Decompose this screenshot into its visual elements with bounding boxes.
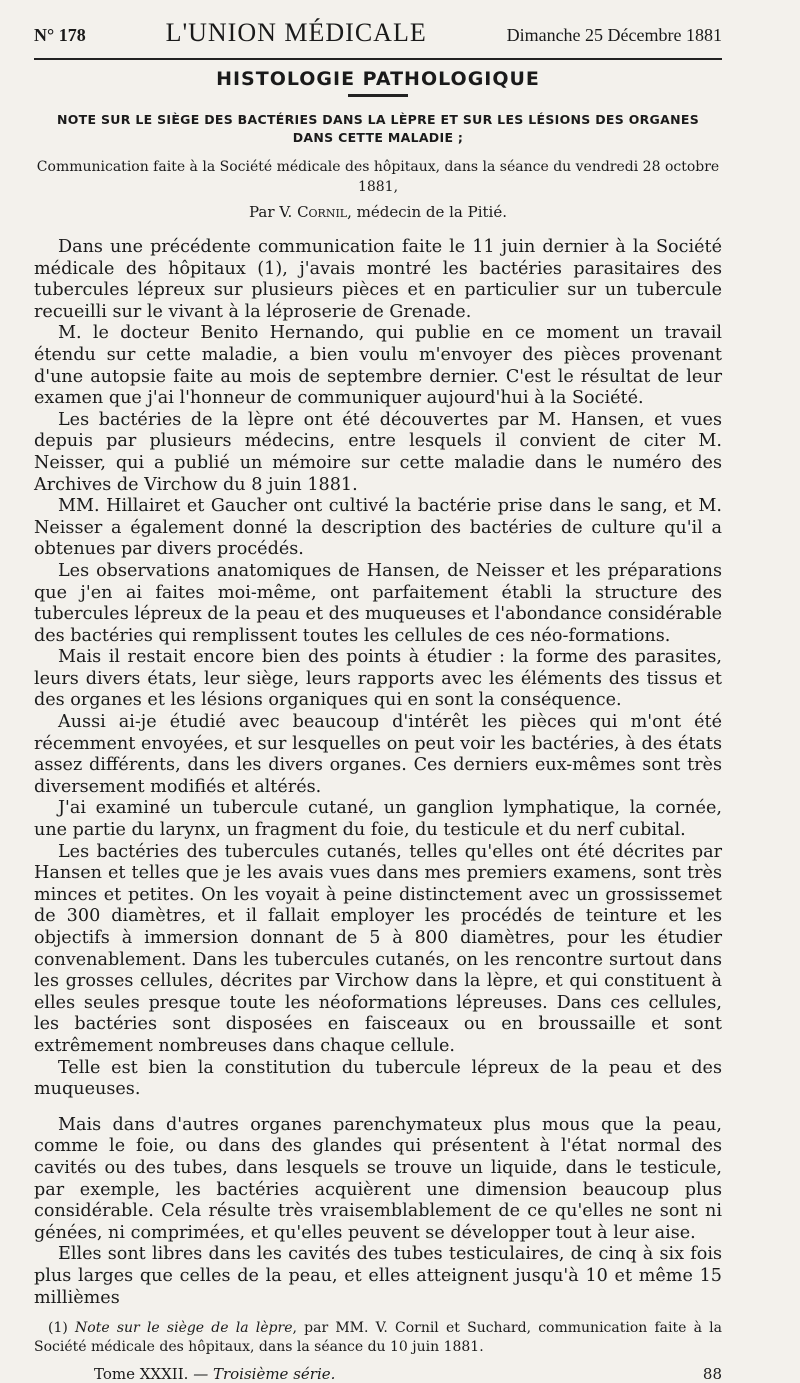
footnote-text: , par MM. V. Cornil et Suchard, communication faite à la Société médicale des hôpitaux, dans la séance du 10 juin 1881. xyxy=(34,1320,722,1356)
paragraph: Mais dans d'autres organes parenchymateux plus mous que la peau, comme le foie, ou dans des glandes qui présentent à l'état normal des cavités ou des tubes, dans lesquels se trouve un liquide, dans le testicule, par exemple, les bactéries acquièrent une dimension beaucoup plus considérable. Cela résulte très vraisemblablement de ce qu'elles ne sont ni génées, ni comprimées, et qu'elles peuvent se développer tout à leur aise. xyxy=(34,1114,722,1243)
paragraph: Elles sont libres dans les cavités des tubes testiculaires, de cinq à six fois plus larges que celles de la peau, et elles atteignent jusqu'à 10 et même 15 millièmes xyxy=(34,1244,722,1308)
footnote-title: Note sur le siège de la lèpre xyxy=(75,1320,293,1337)
header-rule xyxy=(34,58,722,60)
paragraph: Les bactéries de la lèpre ont été découvertes par M. Hansen, et vues depuis par plusieurs médecins, entre lesquels il convient de citer M. Neisser, qui a publié un mémoire sur cette maladie dans le numéro des Archives de Virchow du 8 juin 1881. xyxy=(34,409,722,495)
article-body xyxy=(34,237,722,1309)
journal-title: L'UNION MÉDICALE xyxy=(165,18,427,47)
footnote-marker: (1) xyxy=(48,1320,68,1337)
paragraph: M. le docteur Benito Hernando, qui publie en ce moment un travail étendu sur cette maladie, a bien voulu m'envoyer des pièces provenant d'une autopsie faite au mois de septembre dernier. C'est le résultat de leur examen que j'ai l'honneur de communiquer aujourd'hui à la Société. xyxy=(34,323,722,409)
section-title: HISTOLOGIE PATHOLOGIQUE xyxy=(216,68,540,90)
note-title xyxy=(34,111,722,147)
paragraph: Telle est bien la constitution du tubercule lépreux de la peau et des muqueuses. xyxy=(34,1057,722,1100)
paragraph: MM. Hillairet et Gaucher ont cultivé la bactérie prise dans le sang, et M. Neisser a également donné la description des bactéries de culture qu'il a obtenues par divers procédés. xyxy=(34,496,722,560)
paragraph: J'ai examiné un tubercule cutané, un ganglion lymphatique, la cornée, une partie du larynx, un fragment du foie, du testicule et du nerf cubital. xyxy=(34,798,722,841)
paragraph: Les bactéries des tubercules cutanés, telles qu'elles ont été décrites par Hansen et telles que je les avais vues dans mes premiers examens, sont très minces et petites. On les voyait à peine distinctement avec un grossissemet de 300 diamètres, et il fallait employer les procédés de teinture et les objectifs à immersion donnant de 5 à 800 diamètres, pour les étudier convenablement. Dans les tubercules cutanés, on les rencontre surtout dans les grosses cellules, décrites par Virchow dans la lèpre, et qui constituent à elles seules presque toute les néoformations lépreuses. Dans ces cellules, les bactéries sont disposées en faisceaux ou en broussaille et sont extrêmement nombreuses dans chaque cellule. xyxy=(34,841,722,1056)
byline xyxy=(34,201,722,223)
issue-number: N° 178 xyxy=(34,25,86,45)
running-header xyxy=(34,18,722,52)
title-divider xyxy=(348,94,408,97)
byline-suffix: , médecin de la Pitié. xyxy=(347,203,507,221)
footnote xyxy=(34,1319,722,1357)
note-title-line-1: NOTE SUR LE SIÈGE DES BACTÉRIES DANS LA LÈPRE ET SUR LES LÉSIONS DES ORGANES xyxy=(56,112,699,127)
series-label: — Troisième série. xyxy=(193,1365,336,1383)
paragraph: Aussi ai-je étudié avec beaucoup d'intérêt les pièces qui m'ont été récemment envoyées, et sur lesquelles on peut voir les bactéries, à des états assez différents, dans les divers organes. Ces derniers eux-mêmes sont très diversement modifiés et altérés. xyxy=(34,712,722,797)
note-title-line-2: DANS CETTE MALADIE ; xyxy=(292,130,464,145)
paragraph: Les observations anatomiques de Hansen, de Neisser et les préparations que j'en ai faites moi-même, ont parfaitement établi la structure des tubercules lépreux de la peau et des muqueuses et l'abondance considérable des bactéries qui remplissent toutes les cellules de ces néo-formations. xyxy=(34,560,722,646)
page-number: 88 xyxy=(702,1365,722,1383)
volume-label: Tome XXXII. xyxy=(94,1365,189,1383)
communication-note: Communication faite à la Société médicale des hôpitaux, dans la séance du vendredi 28 octobre 1881, xyxy=(36,159,720,195)
byline-prefix: Par V. xyxy=(249,203,293,221)
page-footer xyxy=(34,1365,722,1383)
byline-author: Cornil xyxy=(297,203,348,221)
issue-date: Dimanche 25 Décembre 1881 xyxy=(506,25,722,45)
paragraph: Dans une précédente communication faite le 11 juin dernier à la Société médicale des hôpitaux (1), j'avais montré les bactéries parasitaires des tubercules lépreux sur plusieurs pièces et en particulier sur un tubercule recueilli sur le vivant à la léproserie de Grenade. xyxy=(34,237,722,322)
paragraph: Mais il restait encore bien des points à étudier : la forme des parasites, leurs divers états, leur siège, leurs rapports avec les éléments des tissus et des organes et les lésions organiques qui en sont la conséquence. xyxy=(34,647,722,711)
volume-info xyxy=(94,1365,335,1383)
